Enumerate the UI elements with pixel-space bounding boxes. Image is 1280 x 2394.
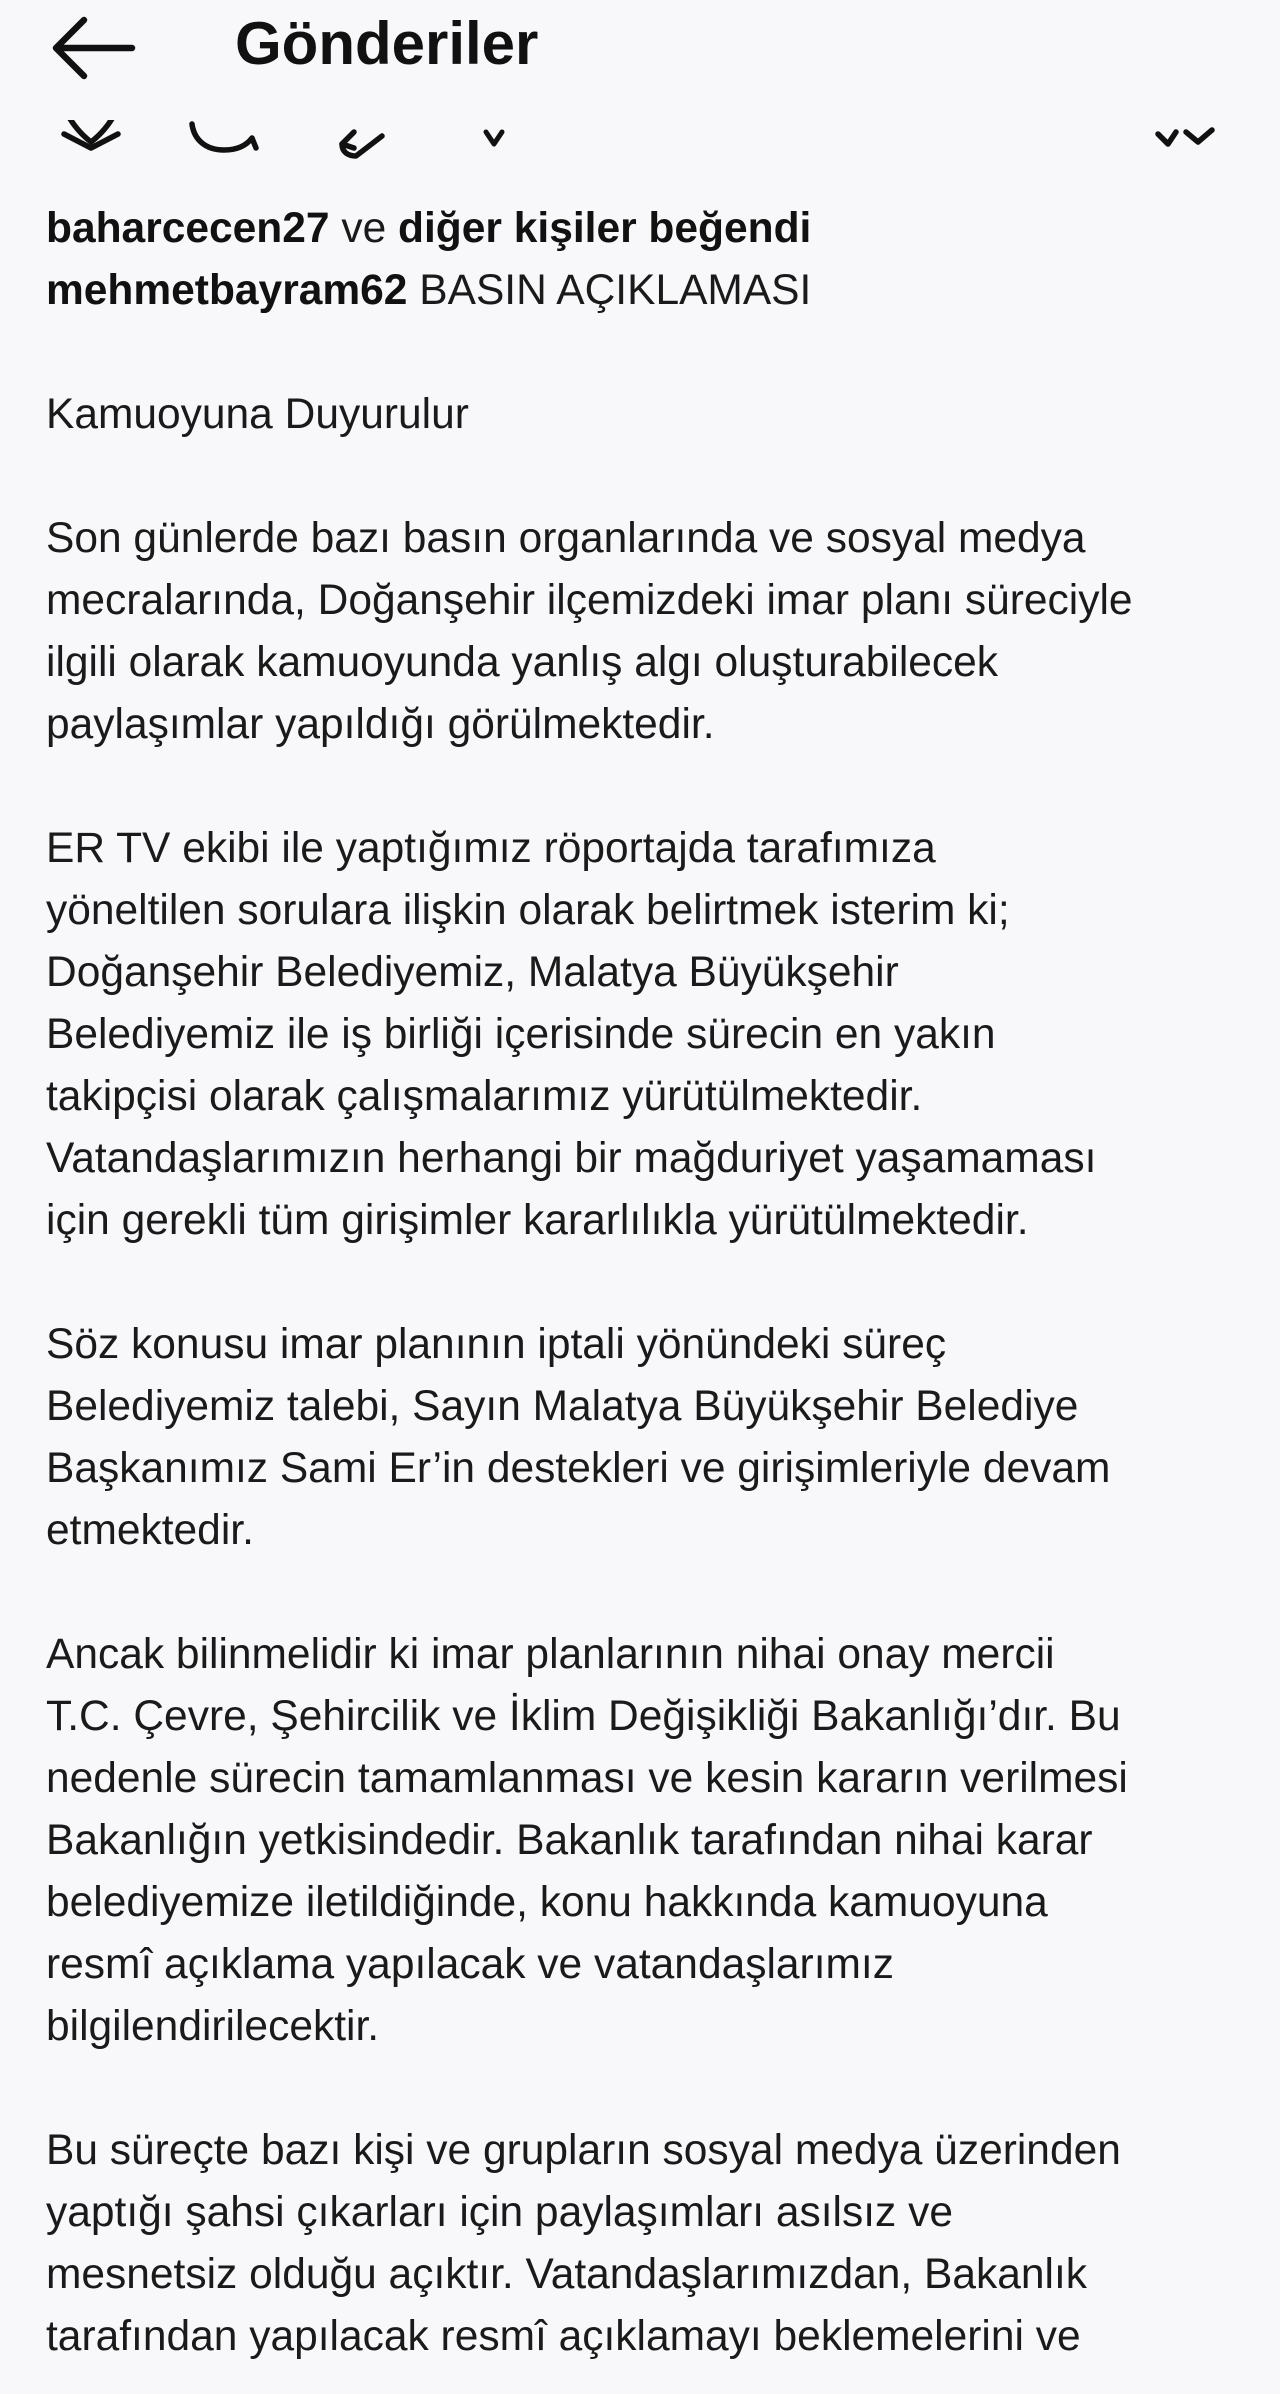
caption-line: Belediyemiz ile iş birliği içerisinde sürecin en yakın [46,1011,996,1058]
caption-line: Başkanımız Sami Er’in destekleri ve girişimleriyle devam [46,1445,1111,1492]
caption-line: resmî açıklama yapılacak ve vatandaşlarımız [46,1941,894,1988]
share-icon [334,118,394,172]
caption-paragraph [46,818,1246,1252]
caption-line: nedenle sürecin tamamlanması ve kesin kararın verilmesi [46,1755,1128,1802]
caption-line: Bu süreçte bazı kişi ve grupların sosyal medya üzerinden [46,2127,1121,2174]
caption-title: BASIN AÇIKLAMASI [419,267,812,314]
comment-button[interactable] [184,118,264,172]
caption-paragraph [46,384,1246,446]
caption-line: takipçisi olarak çalışmalarımız yürütülmektedir. [46,1073,923,1120]
back-button[interactable] [44,10,140,86]
caption-line: Doğanşehir Belediyemiz, Malatya Büyükşehir [46,949,899,996]
author-username[interactable]: mehmetbayram62 [46,267,408,314]
post-caption-body [46,384,1246,2368]
send-button[interactable] [476,118,516,172]
caption-line: etmektedir. [46,1507,254,1554]
top-bar [0,0,1280,120]
save-button[interactable] [1150,118,1220,172]
caption-paragraph [46,1624,1246,2058]
likes-summary [46,198,1246,260]
caption-line: Bakanlığın yetkisindedir. Bakanlık tarafından nihai karar [46,1817,1093,1864]
likes-others-link[interactable]: diğer kişiler beğendi [398,205,812,252]
heart-icon [56,118,126,172]
caption-line: ER TV ekibi ile yaptığımız röportajda tarafımıza [46,825,936,872]
post-action-bar [0,118,1280,172]
likes-connector: ve [341,205,387,252]
caption-paragraph [46,508,1246,756]
caption-line: mesnetsiz olduğu açıktır. Vatandaşlarımızdan, Bakanlık [46,2251,1088,2298]
caption-line: T.C. Çevre, Şehircilik ve İklim Değişikliği Bakanlığı’dır. Bu [46,1693,1121,1740]
share-button[interactable] [334,118,394,172]
liker-username[interactable]: baharcecen27 [46,205,330,252]
like-button[interactable] [56,118,126,172]
caption-line: Belediyemiz talebi, Sayın Malatya Büyükşehir Belediye [46,1383,1079,1430]
caption-line: Ancak bilinmelidir ki imar planlarının nihai onay mercii [46,1631,1055,1678]
arrow-left-icon [44,73,140,90]
page-title: Gönderiler [235,10,539,77]
caption-line: için gerekli tüm girişimler kararlılıkla yürütülmektedir. [46,1197,1029,1244]
send-icon [476,118,516,172]
caption-line: Kamuoyuna Duyurulur [46,391,469,438]
caption-line: yöneltilen sorulara ilişkin olarak belirtmek isterim ki; [46,887,1010,934]
bookmark-icon [1150,118,1220,172]
caption-line: bilgilendirilecektir. [46,2003,380,2050]
caption-line: belediyemize iletildiğinde, konu hakkında kamuoyuna [46,1879,1048,1926]
comment-icon [184,118,264,172]
caption-line: paylaşımlar yapıldığı görülmektedir. [46,701,715,748]
caption-header [46,260,1246,322]
caption-line: tarafından yapılacak resmî açıklamayı beklemelerini ve [46,2313,1081,2360]
caption-line: Son günlerde bazı basın organlarında ve sosyal medya [46,515,1086,562]
post-content [46,198,1246,2368]
caption-line: Söz konusu imar planının iptali yönündeki süreç [46,1321,947,1368]
caption-line: yaptığı şahsi çıkarları için paylaşımları asılsız ve [46,2189,953,2236]
caption-paragraph [46,2120,1246,2368]
caption-line: mecralarında, Doğanşehir ilçemizdeki imar planı süreciyle [46,577,1133,624]
caption-line: ilgili olarak kamuoyunda yanlış algı oluşturabilecek [46,639,999,686]
caption-line: Vatandaşlarımızın herhangi bir mağduriyet yaşamaması [46,1135,1097,1182]
caption-paragraph [46,1314,1246,1562]
